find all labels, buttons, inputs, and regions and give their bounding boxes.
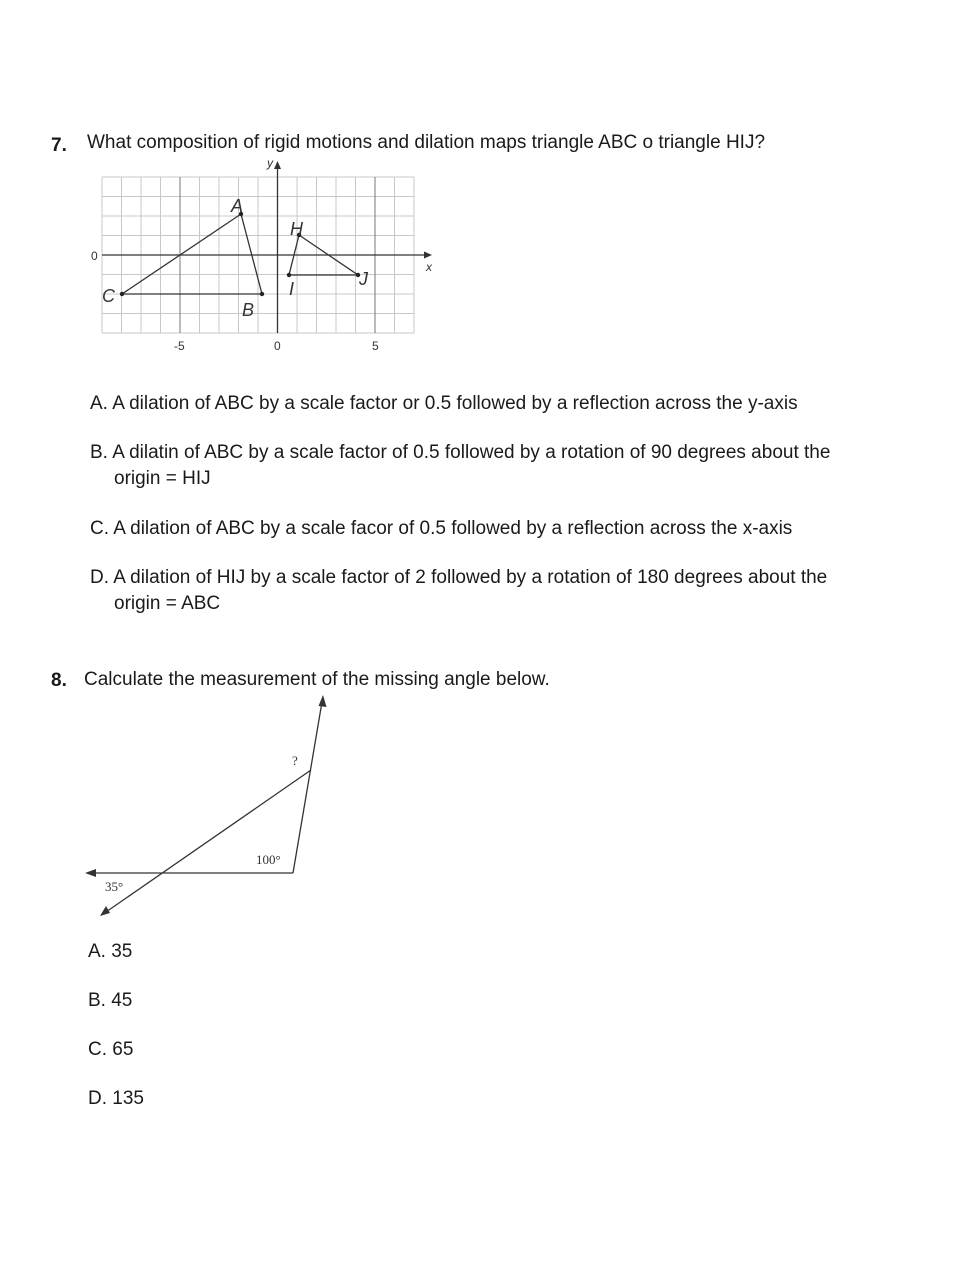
point-c [120,292,124,296]
q7-option-d[interactable] [90,565,827,591]
q7-option-b[interactable] [90,440,830,466]
q7-option-a[interactable] [90,391,798,417]
q7-option-a-letter: A. [90,393,108,414]
left-arrow-icon [85,869,96,877]
x-tick-0: 0 [274,339,281,353]
q7-option-d-text: A dilation of HIJ by a scale factor of 2 followed by a rotation of 180 degrees about the [113,567,828,588]
q7-option-b-text: A dilatin of ABC by a scale factor of 0.5 followed by a rotation of 90 degrees about the [112,442,831,463]
steep-ray [293,702,322,873]
q8-option-b[interactable]: B. 45 [88,990,133,1011]
point-i [287,273,291,277]
label-b: B [242,300,255,320]
triangle-abc [122,214,262,294]
q7-option-a-text: A dilation of ABC by a scale factor or 0.5 followed by a reflection across the y-axis [112,393,798,414]
down-left-arrow-icon [100,906,110,916]
angle-diagram [80,690,350,925]
angle-unknown-label: ? [292,753,298,768]
q8-option-c[interactable]: C. 65 [88,1039,134,1060]
q7-option-b-letter: B. [90,442,108,463]
coordinate-graph [80,155,450,355]
label-h: H [290,219,303,239]
x-axis-arrow-icon [424,252,432,259]
label-j: J [359,269,368,289]
q7-option-c[interactable] [90,516,792,542]
y-axis-arrow-icon [274,161,281,169]
y-axis-label: y [267,156,273,170]
origin-label: 0 [91,249,98,263]
question-7-number: 7. [51,135,67,156]
q8-option-a[interactable]: A. 35 [88,941,133,962]
label-a: A [231,196,244,216]
x-axis-label: x [426,260,432,274]
question-8-text: Calculate the measurement of the missing angle below. [84,669,550,690]
q7-option-c-text: A dilation of ABC by a scale facor of 0.5 followed by a reflection across the x-axis [113,518,793,539]
angle-100-label: 100° [256,852,281,867]
transversal-ray [106,770,311,912]
q7-option-b-continuation: origin = HIJ [114,468,211,489]
label-i: I [289,279,295,299]
label-c: C [102,286,115,306]
x-tick-5: 5 [372,339,379,353]
point-b [260,292,264,296]
angle-35-label: 35° [105,879,124,894]
q7-option-c-letter: C. [90,518,109,539]
q7-option-d-continuation: origin = ABC [114,593,221,614]
up-arrow-icon [319,695,327,707]
q7-option-d-letter: D. [90,567,109,588]
x-tick-neg5: -5 [174,339,185,353]
question-7-text: What composition of rigid motions and dilation maps triangle ABC o triangle HIJ? [87,132,766,153]
question-8-number: 8. [51,670,67,691]
q8-option-d[interactable]: D. 135 [88,1088,144,1109]
